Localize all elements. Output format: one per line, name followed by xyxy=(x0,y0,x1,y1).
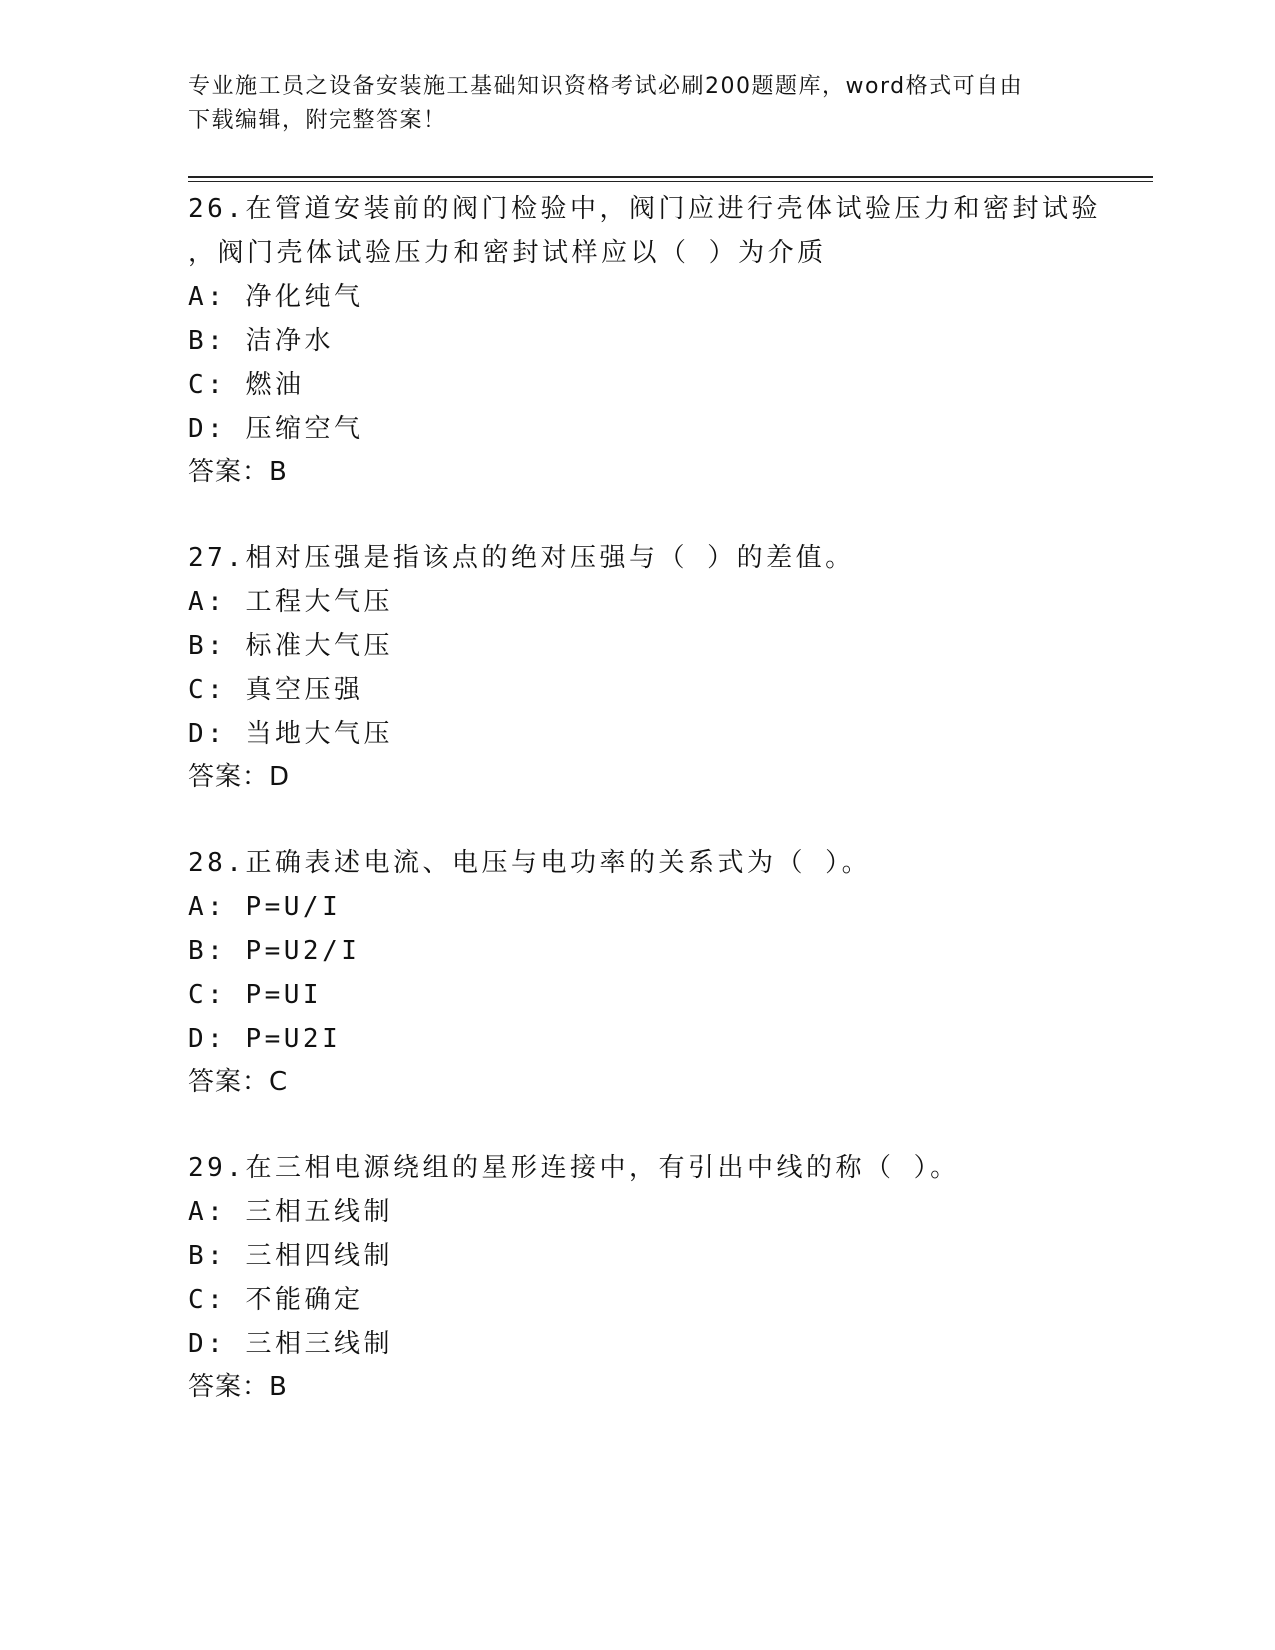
question-26-option-d: D: 压缩空气 xyxy=(188,414,364,444)
header-divider-bottom xyxy=(188,181,1153,182)
question-26-option-a: A: 净化纯气 xyxy=(188,282,364,312)
question-27-option-c: C: 真空压强 xyxy=(188,675,364,705)
header-divider-top xyxy=(188,176,1153,178)
document-header-line-1: 专业施工员之设备安装施工基础知识资格考试必刷200题题库，word格式可自由 xyxy=(188,74,1024,99)
question-28-option-c: C: P=UI xyxy=(188,980,323,1010)
question-29-option-b: B: 三相四线制 xyxy=(188,1241,393,1271)
question-29-answer: 答案：B xyxy=(188,1372,288,1402)
question-26-answer: 答案：B xyxy=(188,457,288,487)
question-26-option-b: B: 洁净水 xyxy=(188,326,334,356)
question-27-option-a: A: 工程大气压 xyxy=(188,587,393,617)
question-29-option-c: C: 不能确定 xyxy=(188,1285,364,1315)
question-29-option-d: D: 三相三线制 xyxy=(188,1329,393,1359)
question-28-option-a: A: P=U/I xyxy=(188,892,342,922)
question-29-text: 29.在三相电源绕组的星形连接中，有引出中线的称（ ）。 xyxy=(188,1153,960,1183)
question-26-option-c: C: 燃油 xyxy=(188,370,305,400)
question-26-text-line-2: ，阀门壳体试验压力和密封试样应以（ ）为介质 xyxy=(188,238,827,268)
document-header-line-2: 下载编辑，附完整答案！ xyxy=(188,108,447,133)
question-28-text: 28.正确表述电流、电压与电功率的关系式为（ ）。 xyxy=(188,848,872,878)
question-27-answer: 答案：D xyxy=(188,762,291,792)
question-27-option-d: D: 当地大气压 xyxy=(188,719,393,749)
question-29-option-a: A: 三相五线制 xyxy=(188,1197,393,1227)
question-27-text: 27.相对压强是指该点的绝对压强与（ ）的差值。 xyxy=(188,543,855,573)
question-27-option-b: B: 标准大气压 xyxy=(188,631,393,661)
question-28-option-b: B: P=U2/I xyxy=(188,936,361,966)
question-26-text-line-1: 26.在管道安装前的阀门检验中，阀门应进行壳体试验压力和密封试验 xyxy=(188,194,1101,224)
question-28-answer: 答案：C xyxy=(188,1067,289,1097)
question-28-option-d: D: P=U2I xyxy=(188,1024,342,1054)
